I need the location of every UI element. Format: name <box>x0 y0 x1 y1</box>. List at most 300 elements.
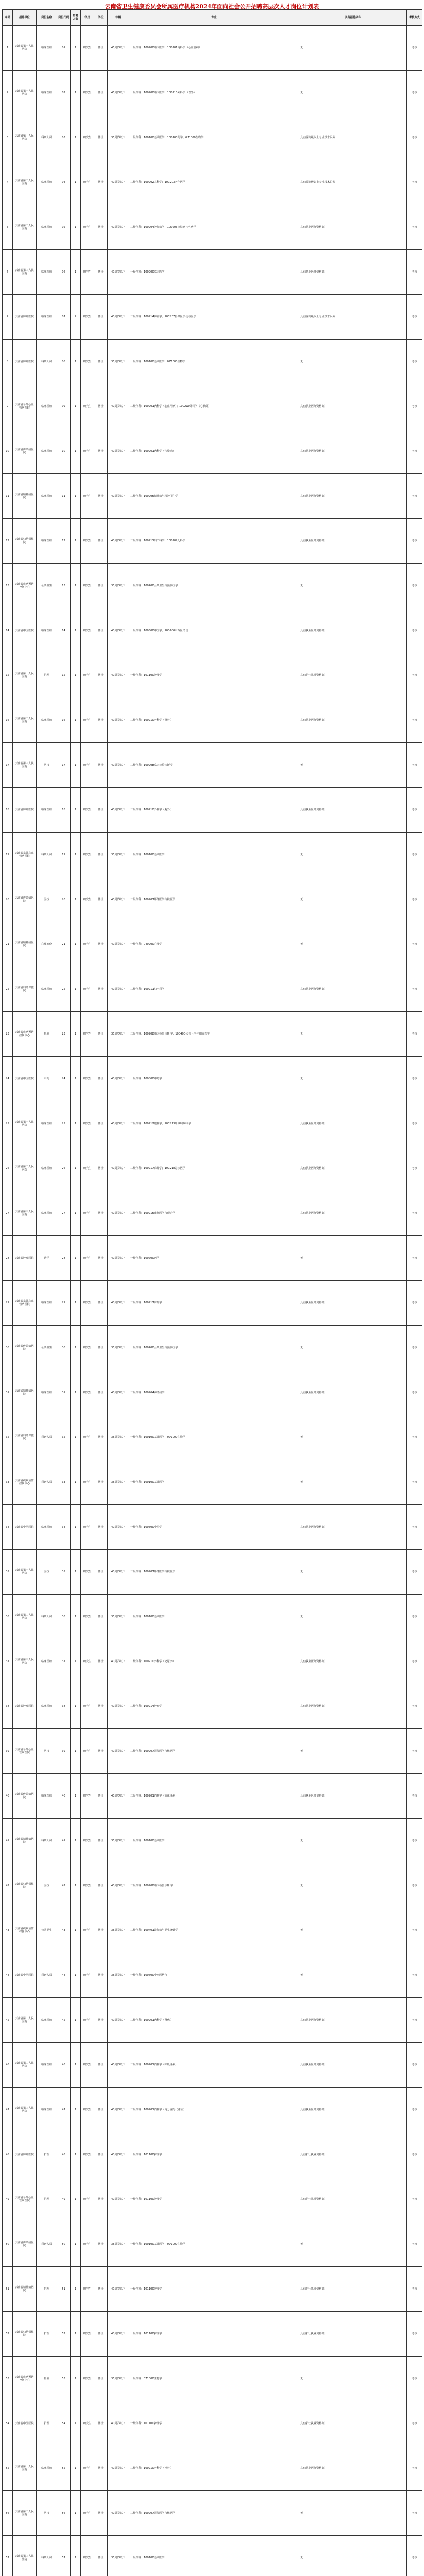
table-row <box>3 1729 422 1774</box>
cell-count: 1 <box>71 26 81 71</box>
cell-post: 临床医师 <box>37 160 57 205</box>
cell-other: 具有执业医师资格证 <box>299 1639 407 1684</box>
cell-post: 医技 <box>37 1550 57 1595</box>
cell-degree: 博士 <box>94 1819 108 1863</box>
table-row <box>3 743 422 788</box>
cell-code: 39 <box>57 1729 71 1774</box>
cell-exam: 考核 <box>407 2088 422 2132</box>
cell-code: 42 <box>57 1863 71 1908</box>
cell-other: 具有执业医师资格证 <box>299 1370 407 1415</box>
cell-post: 科研人员 <box>37 115 57 160</box>
cell-edu: 研究生 <box>81 833 94 877</box>
cell-age: 35周岁以下 <box>108 1326 129 1370</box>
cell-other: 具有护士执业资格证 <box>299 2312 407 2357</box>
cell-age: 35周岁以下 <box>108 340 129 384</box>
cell-unit: 云南省第三人民医院 <box>13 1191 37 1236</box>
cell-unit: 云南省第一人民医院 <box>13 1998 37 2043</box>
cell-major: 一级学科：100200临床医学；100201内科学（心血管病） <box>129 26 299 71</box>
cell-exam: 考核 <box>407 2536 422 2576</box>
cell-other: 无 <box>299 1326 407 1370</box>
cell-major: 二级学科：100210外科学（胸外） <box>129 788 299 833</box>
cell-post: 医技 <box>37 1863 57 1908</box>
cell-count: 1 <box>71 1639 81 1684</box>
cell-other: 具有执业医师资格证 <box>299 1191 407 1236</box>
cell-code: 19 <box>57 833 71 877</box>
cell-count: 1 <box>71 2177 81 2222</box>
cell-exam: 考核 <box>407 2267 422 2312</box>
cell-no: 16 <box>3 698 13 743</box>
cell-other: 无 <box>299 1460 407 1505</box>
cell-code: 54 <box>57 2401 71 2446</box>
cell-edu: 研究生 <box>81 1774 94 1819</box>
cell-count: 1 <box>71 1191 81 1236</box>
table-row <box>3 26 422 71</box>
cell-major: 一级学科：100100基础医学 <box>129 1595 299 1639</box>
cell-count: 1 <box>71 1460 81 1505</box>
cell-major: 二级学科：100208临床检验诊断学 <box>129 1863 299 1908</box>
cell-unit: 云南省精神病医院 <box>13 2267 37 2312</box>
column-header: 考核方式 <box>407 10 422 26</box>
cell-exam: 考核 <box>407 250 422 295</box>
cell-code: 46 <box>57 2043 71 2088</box>
cell-unit: 云南省第一人民医院 <box>13 653 37 698</box>
cell-exam: 考核 <box>407 1057 422 1101</box>
cell-post: 临床医师 <box>37 698 57 743</box>
cell-unit: 云南省疾病预防控制中心 <box>13 1012 37 1057</box>
cell-post: 临床医师 <box>37 71 57 115</box>
table-row <box>3 1012 422 1057</box>
cell-degree: 博士 <box>94 26 108 71</box>
cell-degree: 博士 <box>94 519 108 564</box>
cell-exam: 考核 <box>407 1505 422 1550</box>
cell-post: 科研人员 <box>37 1415 57 1460</box>
cell-age: 40周岁以下 <box>108 1057 129 1101</box>
cell-age: 40周岁以下 <box>108 743 129 788</box>
cell-no: 6 <box>3 250 13 295</box>
cell-count: 1 <box>71 2401 81 2446</box>
cell-code: 50 <box>57 2222 71 2267</box>
column-header: 学历 <box>81 10 94 26</box>
cell-post: 公共卫生 <box>37 564 57 608</box>
cell-degree: 博士 <box>94 1639 108 1684</box>
table-row <box>3 340 422 384</box>
cell-unit: 云南省第二人民医院 <box>13 2043 37 2088</box>
cell-age: 40周岁以下 <box>108 1146 129 1191</box>
cell-edu: 研究生 <box>81 877 94 922</box>
cell-degree: 博士 <box>94 1281 108 1326</box>
cell-no: 42 <box>3 1863 13 1908</box>
cell-edu: 研究生 <box>81 519 94 564</box>
cell-post: 护理 <box>37 2312 57 2357</box>
column-header: 其他招聘条件 <box>299 10 407 26</box>
cell-exam: 考核 <box>407 1415 422 1460</box>
cell-exam: 考核 <box>407 115 422 160</box>
cell-code: 53 <box>57 2357 71 2401</box>
cell-age: 35周岁以下 <box>108 1908 129 1953</box>
cell-count: 1 <box>71 1281 81 1326</box>
cell-unit: 云南省第二人民医院 <box>13 205 37 250</box>
cell-code: 38 <box>57 1684 71 1729</box>
cell-count: 1 <box>71 833 81 877</box>
cell-count: 1 <box>71 2491 81 2536</box>
cell-count: 1 <box>71 384 81 429</box>
cell-unit: 云南省中医医院 <box>13 608 37 653</box>
cell-count: 1 <box>71 1953 81 1998</box>
table-row <box>3 2312 422 2357</box>
cell-edu: 研究生 <box>81 429 94 474</box>
column-header: 招聘单位 <box>13 10 37 26</box>
cell-post: 护理 <box>37 2177 57 2222</box>
cell-count: 1 <box>71 653 81 698</box>
cell-unit: 云南省传染病医院 <box>13 877 37 922</box>
cell-post: 护理 <box>37 2132 57 2177</box>
cell-no: 57 <box>3 2536 13 2576</box>
cell-count: 1 <box>71 1101 81 1146</box>
cell-code: 24 <box>57 1057 71 1101</box>
cell-age: 40周岁以下 <box>108 250 129 295</box>
cell-age: 35周岁以下 <box>108 1595 129 1639</box>
cell-age: 40周岁以下 <box>108 474 129 519</box>
cell-edu: 研究生 <box>81 1191 94 1236</box>
cell-post: 临床医师 <box>37 2043 57 2088</box>
cell-age: 40周岁以下 <box>108 967 129 1012</box>
cell-other: 无 <box>299 1236 407 1281</box>
cell-exam: 考核 <box>407 205 422 250</box>
table-body <box>3 26 422 2576</box>
cell-other: 具有执业医师资格证 <box>299 1998 407 2043</box>
cell-edu: 研究生 <box>81 1370 94 1415</box>
cell-exam: 考核 <box>407 1370 422 1415</box>
cell-exam: 考核 <box>407 877 422 922</box>
cell-code: 22 <box>57 967 71 1012</box>
cell-no: 46 <box>3 2043 13 2088</box>
cell-code: 48 <box>57 2132 71 2177</box>
table-row <box>3 967 422 1012</box>
cell-code: 44 <box>57 1953 71 1998</box>
cell-other: 无 <box>299 1953 407 1998</box>
cell-exam: 考核 <box>407 519 422 564</box>
cell-code: 40 <box>57 1774 71 1819</box>
cell-edu: 研究生 <box>81 474 94 519</box>
cell-no: 18 <box>3 788 13 833</box>
cell-age: 40周岁以下 <box>108 2491 129 2536</box>
table-row <box>3 564 422 608</box>
cell-other: 无 <box>299 2536 407 2576</box>
cell-unit: 云南省第二人民医院 <box>13 160 37 205</box>
cell-edu: 研究生 <box>81 1415 94 1460</box>
cell-post: 临床医师 <box>37 519 57 564</box>
cell-edu: 研究生 <box>81 1908 94 1953</box>
cell-no: 22 <box>3 967 13 1012</box>
cell-age: 40周岁以下 <box>108 653 129 698</box>
cell-count: 1 <box>71 1146 81 1191</box>
cell-no: 54 <box>3 2401 13 2446</box>
cell-major: 二级学科：100201内科学（肾病） <box>129 1998 299 2043</box>
cell-major: 二级学科：100210外科学（神外） <box>129 2446 299 2491</box>
cell-age: 35周岁以下 <box>108 1415 129 1460</box>
cell-age: 40周岁以下 <box>108 160 129 205</box>
cell-count: 1 <box>71 474 81 519</box>
cell-other: 具有执业医师资格证 <box>299 250 407 295</box>
cell-post: 临床医师 <box>37 1684 57 1729</box>
cell-post: 心理治疗 <box>37 922 57 967</box>
cell-unit: 云南省精神病医院 <box>13 1819 37 1863</box>
table-row <box>3 1146 422 1191</box>
cell-count: 1 <box>71 1595 81 1639</box>
cell-edu: 研究生 <box>81 2222 94 2267</box>
cell-no: 27 <box>3 1191 13 1236</box>
cell-post: 检验 <box>37 1012 57 1057</box>
cell-other: 无 <box>299 340 407 384</box>
cell-count: 1 <box>71 1998 81 2043</box>
cell-unit: 云南省阜外心血管病医院 <box>13 833 37 877</box>
cell-degree: 博士 <box>94 340 108 384</box>
cell-degree: 博士 <box>94 653 108 698</box>
cell-age: 40周岁以下 <box>108 384 129 429</box>
cell-edu: 研究生 <box>81 967 94 1012</box>
column-header: 学位 <box>94 10 108 26</box>
cell-other: 具有执业医师资格证 <box>299 1505 407 1550</box>
cell-edu: 研究生 <box>81 1729 94 1774</box>
cell-count: 1 <box>71 429 81 474</box>
cell-unit: 云南省中医医院 <box>13 1505 37 1550</box>
cell-edu: 研究生 <box>81 1863 94 1908</box>
cell-unit: 云南省疾病预防控制中心 <box>13 1908 37 1953</box>
cell-count: 2 <box>71 295 81 340</box>
cell-unit: 云南省疾病预防控制中心 <box>13 564 37 608</box>
cell-unit: 云南省妇幼保健院 <box>13 519 37 564</box>
cell-post: 临床医师 <box>37 2446 57 2491</box>
cell-major: 一级学科：100100基础医学；071000生物学 <box>129 1415 299 1460</box>
cell-age: 35周岁以下 <box>108 2222 129 2267</box>
cell-code: 47 <box>57 2088 71 2132</box>
cell-count: 1 <box>71 2132 81 2177</box>
cell-major: 二级学科：100201内科学（消化系病） <box>129 1774 299 1819</box>
cell-degree: 博士 <box>94 295 108 340</box>
cell-unit: 云南省妇幼保健院 <box>13 1863 37 1908</box>
cell-edu: 研究生 <box>81 788 94 833</box>
cell-unit: 云南省阜外心血管病医院 <box>13 1281 37 1326</box>
cell-other: 具有执业医师资格证 <box>299 788 407 833</box>
cell-exam: 考核 <box>407 429 422 474</box>
cell-edu: 研究生 <box>81 2357 94 2401</box>
cell-age: 45周岁以下 <box>108 71 129 115</box>
cell-post: 临床医师 <box>37 474 57 519</box>
cell-code: 05 <box>57 205 71 250</box>
cell-age: 40周岁以下 <box>108 429 129 474</box>
cell-count: 1 <box>71 340 81 384</box>
cell-degree: 博士 <box>94 1326 108 1370</box>
cell-major: 二级学科：100210外科学（泌尿外） <box>129 1639 299 1684</box>
cell-edu: 研究生 <box>81 1101 94 1146</box>
table-row <box>3 160 422 205</box>
table-header-row <box>3 10 422 26</box>
cell-edu: 研究生 <box>81 2401 94 2446</box>
cell-degree: 博士 <box>94 743 108 788</box>
cell-exam: 考核 <box>407 2177 422 2222</box>
cell-degree: 博士 <box>94 2536 108 2576</box>
cell-code: 41 <box>57 1819 71 1863</box>
cell-other: 无 <box>299 833 407 877</box>
column-header: 年龄 <box>108 10 129 26</box>
cell-degree: 博士 <box>94 1460 108 1505</box>
cell-post: 临床医师 <box>37 1191 57 1236</box>
cell-major: 二级学科：100207影像医学与核医学 <box>129 2491 299 2536</box>
cell-no: 48 <box>3 2132 13 2177</box>
column-header: 岗位代码 <box>57 10 71 26</box>
cell-post: 临床医师 <box>37 1774 57 1819</box>
cell-degree: 博士 <box>94 2312 108 2357</box>
cell-major: 二级学科：100211妇产科学 <box>129 967 299 1012</box>
table-row <box>3 519 422 564</box>
cell-unit: 云南省阜外心血管病医院 <box>13 1729 37 1774</box>
cell-other: 具有执业医师资格证 <box>299 429 407 474</box>
cell-unit: 云南省精神病医院 <box>13 1370 37 1415</box>
cell-other: 无 <box>299 26 407 71</box>
cell-exam: 考核 <box>407 1953 422 1998</box>
cell-code: 45 <box>57 1998 71 2043</box>
cell-no: 26 <box>3 1146 13 1191</box>
cell-major: 一级学科：100100基础医学 <box>129 833 299 877</box>
table-row <box>3 2267 422 2312</box>
cell-major: 二级学科：100202儿科学；100203老年医学 <box>129 160 299 205</box>
cell-edu: 研究生 <box>81 26 94 71</box>
cell-major: 一级学科：100200临床医学；100210外科学（普外） <box>129 71 299 115</box>
cell-other: 具有执业医师资格证 <box>299 205 407 250</box>
cell-no: 51 <box>3 2267 13 2312</box>
cell-degree: 博士 <box>94 2491 108 2536</box>
cell-exam: 考核 <box>407 71 422 115</box>
cell-exam: 考核 <box>407 1101 422 1146</box>
cell-other: 无 <box>299 1550 407 1595</box>
cell-no: 47 <box>3 2088 13 2132</box>
cell-major: 一级学科：100700药学 <box>129 1236 299 1281</box>
cell-post: 临床医师 <box>37 1639 57 1684</box>
cell-major: 二级学科：100211妇产科学；100202儿科学 <box>129 519 299 564</box>
cell-edu: 研究生 <box>81 2043 94 2088</box>
table-row <box>3 1953 422 1998</box>
cell-edu: 研究生 <box>81 1012 94 1057</box>
cell-major: 二级学科：100210外科学（骨外） <box>129 698 299 743</box>
cell-code: 25 <box>57 1101 71 1146</box>
cell-count: 1 <box>71 1012 81 1057</box>
cell-degree: 博士 <box>94 205 108 250</box>
cell-age: 40周岁以下 <box>108 788 129 833</box>
cell-exam: 考核 <box>407 2132 422 2177</box>
cell-code: 34 <box>57 1505 71 1550</box>
cell-age: 35周岁以下 <box>108 1953 129 1998</box>
cell-no: 11 <box>3 474 13 519</box>
cell-unit: 云南省第一人民医院 <box>13 1550 37 1595</box>
cell-other: 具有执业医师资格证 <box>299 519 407 564</box>
cell-age: 35周岁以下 <box>108 564 129 608</box>
cell-other: 无 <box>299 1012 407 1057</box>
cell-other: 具有执业医师资格证 <box>299 1281 407 1326</box>
cell-post: 临床医师 <box>37 608 57 653</box>
cell-edu: 研究生 <box>81 2177 94 2222</box>
cell-edu: 研究生 <box>81 205 94 250</box>
cell-unit: 云南省疾病预防控制中心 <box>13 1460 37 1505</box>
cell-age: 40周岁以下 <box>108 1863 129 1908</box>
cell-unit: 云南省肿瘤医院 <box>13 788 37 833</box>
column-header: 招聘人数 <box>71 10 81 26</box>
cell-exam: 考核 <box>407 1684 422 1729</box>
cell-exam: 考核 <box>407 922 422 967</box>
cell-age: 45周岁以下 <box>108 26 129 71</box>
cell-degree: 博士 <box>94 1550 108 1595</box>
cell-degree: 博士 <box>94 2267 108 2312</box>
cell-degree: 博士 <box>94 2401 108 2446</box>
cell-edu: 研究生 <box>81 250 94 295</box>
cell-unit: 云南省肿瘤医院 <box>13 295 37 340</box>
column-header: 岗位名称 <box>37 10 57 26</box>
cell-major: 一级学科：101100护理学 <box>129 2312 299 2357</box>
table-row <box>3 1550 422 1595</box>
cell-unit: 云南省中医医院 <box>13 2401 37 2446</box>
cell-major: 一级学科：100100基础医学 <box>129 2536 299 2576</box>
cell-code: 29 <box>57 1281 71 1326</box>
page-title: 云南省卫生健康委员会所属医疗机构2024年面向社会公开招聘高层次人才岗位计划表 <box>105 3 319 10</box>
cell-no: 30 <box>3 1326 13 1370</box>
cell-no: 12 <box>3 519 13 564</box>
cell-exam: 考核 <box>407 608 422 653</box>
cell-edu: 研究生 <box>81 2267 94 2312</box>
cell-exam: 考核 <box>407 743 422 788</box>
cell-edu: 研究生 <box>81 608 94 653</box>
cell-code: 10 <box>57 429 71 474</box>
cell-degree: 博士 <box>94 115 108 160</box>
cell-age: 35周岁以下 <box>108 1012 129 1057</box>
cell-no: 37 <box>3 1639 13 1684</box>
cell-major: 一级学科：100100基础医学 <box>129 1460 299 1505</box>
cell-major: 一级学科：101100护理学 <box>129 2267 299 2312</box>
cell-post: 科研人员 <box>37 340 57 384</box>
cell-other: 具有执业医师资格证 <box>299 1684 407 1729</box>
cell-age: 40周岁以下 <box>108 1101 129 1146</box>
table-row <box>3 1684 422 1729</box>
cell-major: 一级学科：100600中西医结合 <box>129 1953 299 1998</box>
cell-post: 临床医师 <box>37 429 57 474</box>
cell-edu: 研究生 <box>81 2491 94 2536</box>
cell-no: 3 <box>3 115 13 160</box>
table-row <box>3 2536 422 2576</box>
cell-exam: 考核 <box>407 788 422 833</box>
cell-post: 临床医师 <box>37 1998 57 2043</box>
table-row <box>3 1191 422 1236</box>
cell-degree: 博士 <box>94 922 108 967</box>
cell-degree: 博士 <box>94 1057 108 1101</box>
cell-post: 医技 <box>37 877 57 922</box>
cell-degree: 博士 <box>94 1684 108 1729</box>
cell-post: 临床医师 <box>37 384 57 429</box>
cell-degree: 博士 <box>94 2088 108 2132</box>
cell-unit: 云南省妇幼保健院 <box>13 967 37 1012</box>
cell-other: 具有执业医师资格证 <box>299 2043 407 2088</box>
cell-code: 52 <box>57 2312 71 2357</box>
table-row <box>3 922 422 967</box>
cell-post: 科研人员 <box>37 1819 57 1863</box>
cell-code: 28 <box>57 1236 71 1281</box>
cell-edu: 研究生 <box>81 2312 94 2357</box>
cell-edu: 研究生 <box>81 1595 94 1639</box>
cell-other: 具有执业医师资格证 <box>299 2088 407 2132</box>
cell-major: 一级学科：101100护理学 <box>129 653 299 698</box>
cell-code: 09 <box>57 384 71 429</box>
cell-count: 1 <box>71 2446 81 2491</box>
cell-post: 医技 <box>37 1729 57 1774</box>
cell-code: 55 <box>57 2446 71 2491</box>
cell-code: 12 <box>57 519 71 564</box>
